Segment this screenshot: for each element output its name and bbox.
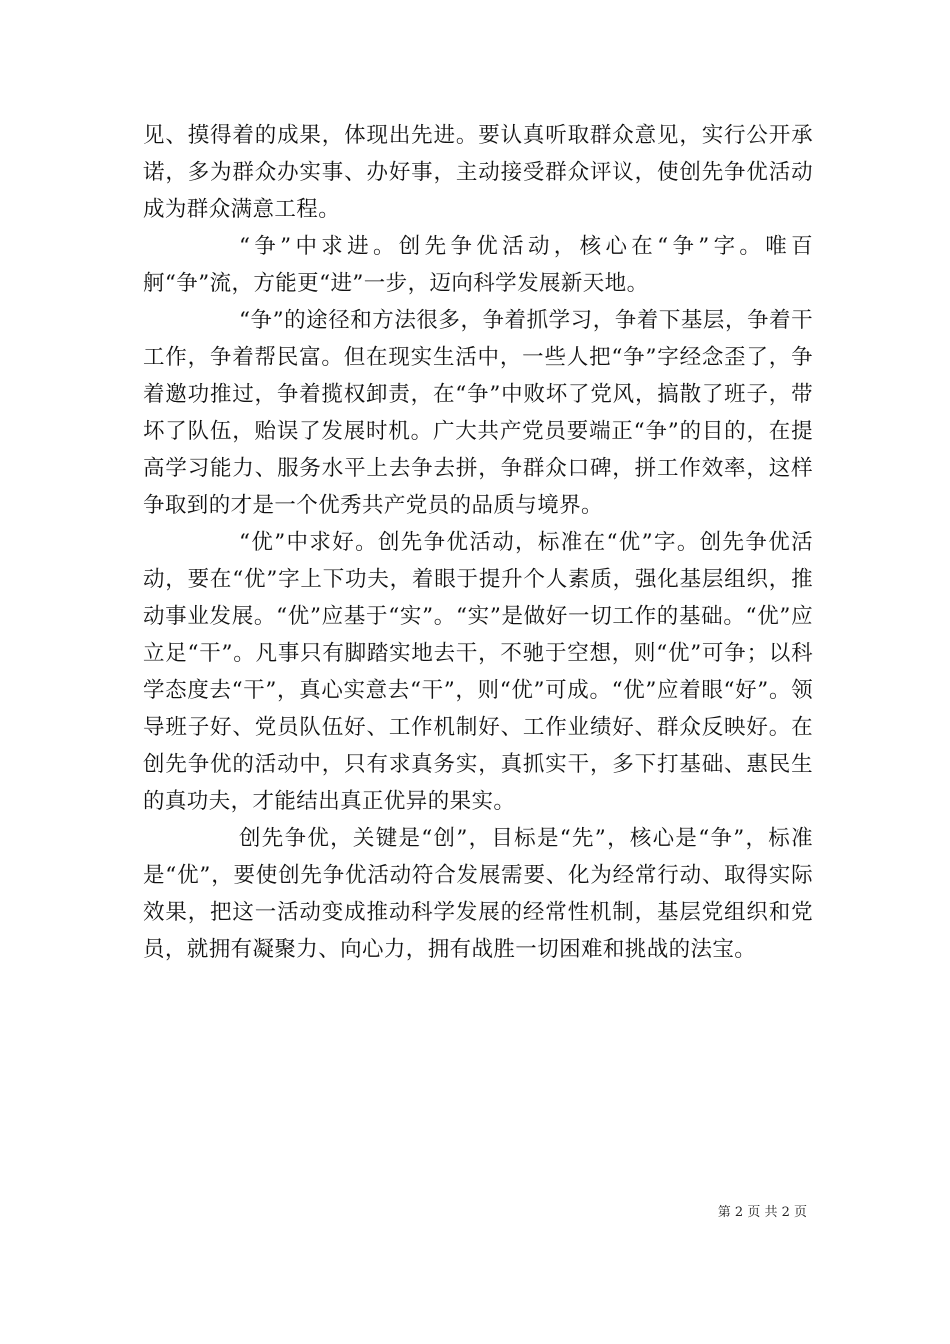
paragraph-conclusion: 创先争优，关键是“创”，目标是“先”，核心是“争”，标准是“优”，要使创先争优活动符合发展需要、化为经常行动、取得实际效果，把这一活动变成推动科学发展的经常性机制，基层党组织和党员，就拥有凝聚力、向心力，拥有战胜一切困难和挑战的法宝。 (143, 826, 813, 962)
page-number-footer: 第 2 页 共 2 页 (717, 1205, 807, 1220)
paragraph-continuation: 见、摸得着的成果，体现出先进。要认真听取群众意见，实行公开承诺，多为群众办实事、办好事，主动接受群众评议，使创先争优活动成为群众满意工程。 (143, 123, 813, 222)
paragraph-you-heading: “优”中求好。创先争优活动，标准在“优”字。创先争优活动，要在“优”字上下功夫，着眼于提升个人素质，强化基层组织，推动事业发展。“优”应基于“实”。“实”是做好一切工作的基础。“优”应立足“干”。凡事只有脚踏实地去干，不驰于空想，则“优”可争；以科学态度去“干”，真心实意去“干”，则“优”可成。“优”应着眼“好”。领导班子好、党员队伍好、工作机制好、工作业绩好、群众反映好。在创先争优的活动中，只有求真务实，真抓实干，多下打基础、惠民生的真功夫，才能结出真正优异的果实。 (143, 530, 813, 814)
paragraph-zheng-methods: “争”的途径和方法很多，争着抓学习，争着下基层，争着干工作，争着帮民富。但在现实生活中，一些人把“争”字经念歪了，争着邀功推过，争着揽权卸责，在“争”中败坏了党风，搞散了班子，带坏了队伍，贻误了发展时机。广大共产党员要端正“争”的目的，在提高学习能力、服务水平上去争去拼，争群众口碑，拼工作效率，这样争取到的才是一个优秀共产党员的品质与境界。 (143, 308, 813, 518)
body-text (143, 117, 813, 968)
paragraph-zheng-heading: “争”中求进。创先争优活动，核心在“争”字。唯百舸“争”流，方能更“进”一步，迈向科学发展新天地。 (143, 234, 813, 296)
